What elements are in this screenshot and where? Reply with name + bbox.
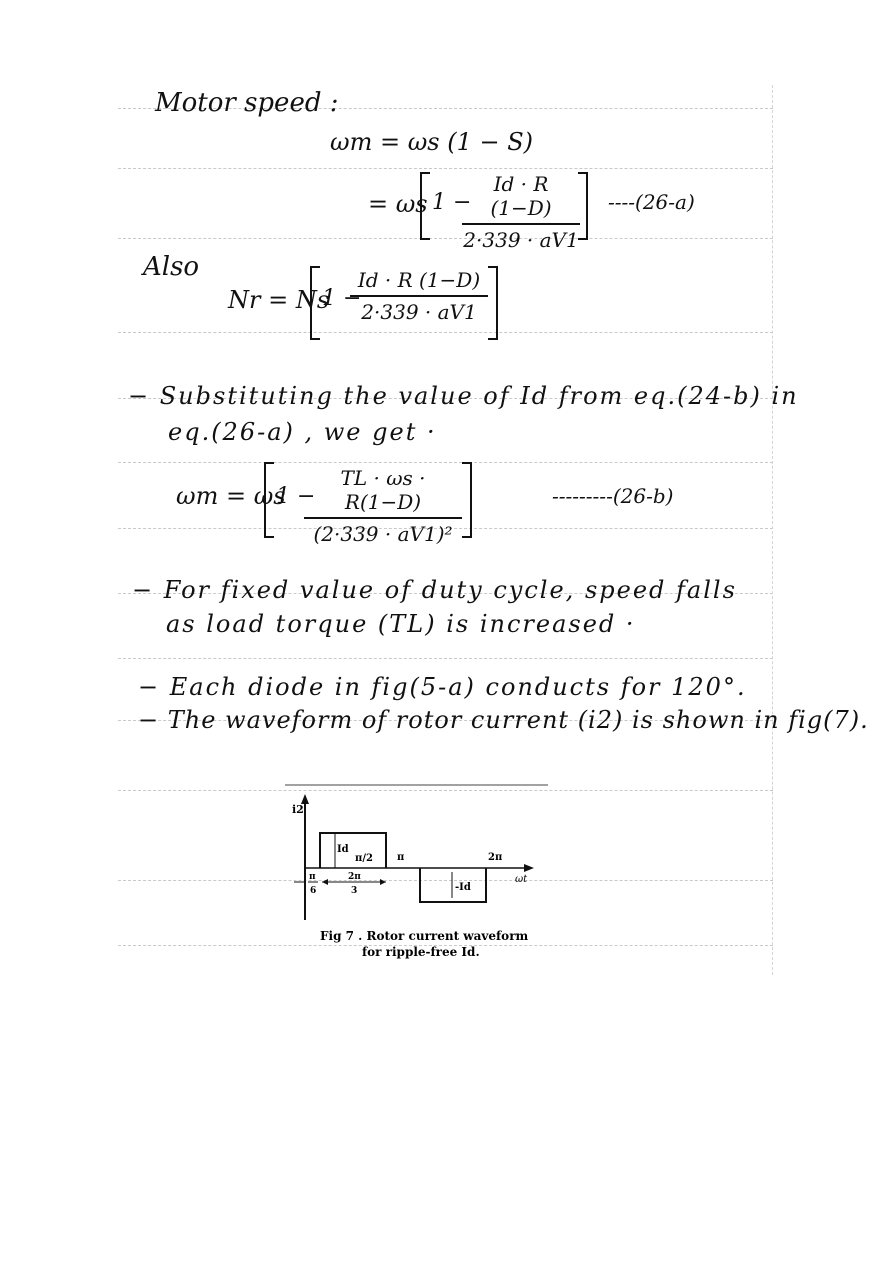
left-bracket [310, 266, 320, 340]
heading-motor-speed: Motor speed : [155, 88, 339, 118]
pi-over-6-den: 6 [310, 886, 317, 896]
negative-pulse [420, 868, 486, 902]
ruled-line [118, 168, 773, 169]
fraction-numerator: TL · ωs · R(1−D) [340, 466, 426, 514]
y-axis-label: i2 [292, 803, 304, 816]
fraction-denominator: (2·339 · aV1)² [313, 522, 453, 546]
ruled-line [118, 332, 773, 333]
substituting-line-1: − Substituting the value of Id from eq.(24-b) in [128, 382, 799, 410]
ruled-line [118, 658, 773, 659]
right-bracket [462, 462, 472, 538]
two-pi-label: 2π [488, 852, 503, 863]
x-axis-arrow [524, 864, 534, 872]
pi-label: π [397, 852, 405, 863]
equation-tag-26b: ---------(26-b) [552, 484, 674, 508]
two-pi-over-3-den: 3 [351, 886, 358, 896]
x-axis-label: ωt [515, 874, 528, 885]
left-bracket [264, 462, 274, 538]
right-bracket [488, 266, 498, 340]
right-bracket [578, 172, 588, 240]
ruled-line [118, 462, 773, 463]
pi-over-6-num: π [309, 872, 316, 882]
equation-4-prefix: ωm = ωs [176, 482, 286, 510]
substituting-line-2: eq.(26-a) , we get · [168, 418, 437, 446]
equation-3-one-minus: 1 − [322, 286, 362, 311]
fraction-eq3 [350, 268, 488, 324]
bullet-fixed-duty: − For fixed value of duty cycle, speed falls [132, 576, 737, 604]
equation-2-one-minus: 1 − [432, 190, 472, 215]
fraction-denominator: 2·339 · aV1 [361, 300, 477, 324]
equation-speed-slip: ωm = ωs (1 − S) [330, 128, 534, 156]
pi-over-2-label: π/2 [355, 853, 373, 864]
equation-2-prefix: = ωs [368, 190, 428, 218]
also-label: Also [143, 252, 200, 282]
equation-3-prefix: Nr = Ns [228, 286, 330, 314]
fraction-numerator: Id · R (1−D) [357, 268, 481, 292]
ruled-line [118, 238, 773, 239]
bullet-waveform: − The waveform of rotor current (i2) is shown in fig(7). [138, 706, 869, 734]
two-pi-over-3-num: 2π [348, 872, 361, 882]
bullet-fixed-duty-cont: as load torque (TL) is increased · [166, 610, 636, 638]
positive-pulse [320, 833, 386, 868]
bullet-each-diode: − Each diode in fig(5-a) conducts for 120°. [138, 673, 747, 701]
figure-caption-line1: Fig 7 . Rotor current waveform [320, 929, 529, 943]
span-arrow-right [380, 879, 386, 885]
equation-tag-26a: ----(26-a) [608, 190, 695, 214]
fraction-bar [350, 295, 488, 297]
equation-4-one-minus: 1 − [276, 484, 316, 509]
fraction-eq4 [304, 466, 462, 546]
negative-level-label: -Id [455, 882, 471, 893]
positive-level-label: Id [337, 844, 349, 855]
fraction-bar [462, 223, 580, 225]
fraction-numerator: Id · R (1−D) [490, 172, 552, 220]
fraction-eq2 [462, 172, 580, 252]
span-arrow-left [322, 879, 328, 885]
fraction-denominator: 2·339 · aV1 [463, 228, 579, 252]
fraction-bar [304, 517, 462, 519]
figure-caption-line2: for ripple-free Id. [362, 945, 480, 959]
rotor-current-waveform-figure [280, 780, 560, 965]
left-bracket [420, 172, 430, 240]
margin-line [772, 85, 773, 975]
